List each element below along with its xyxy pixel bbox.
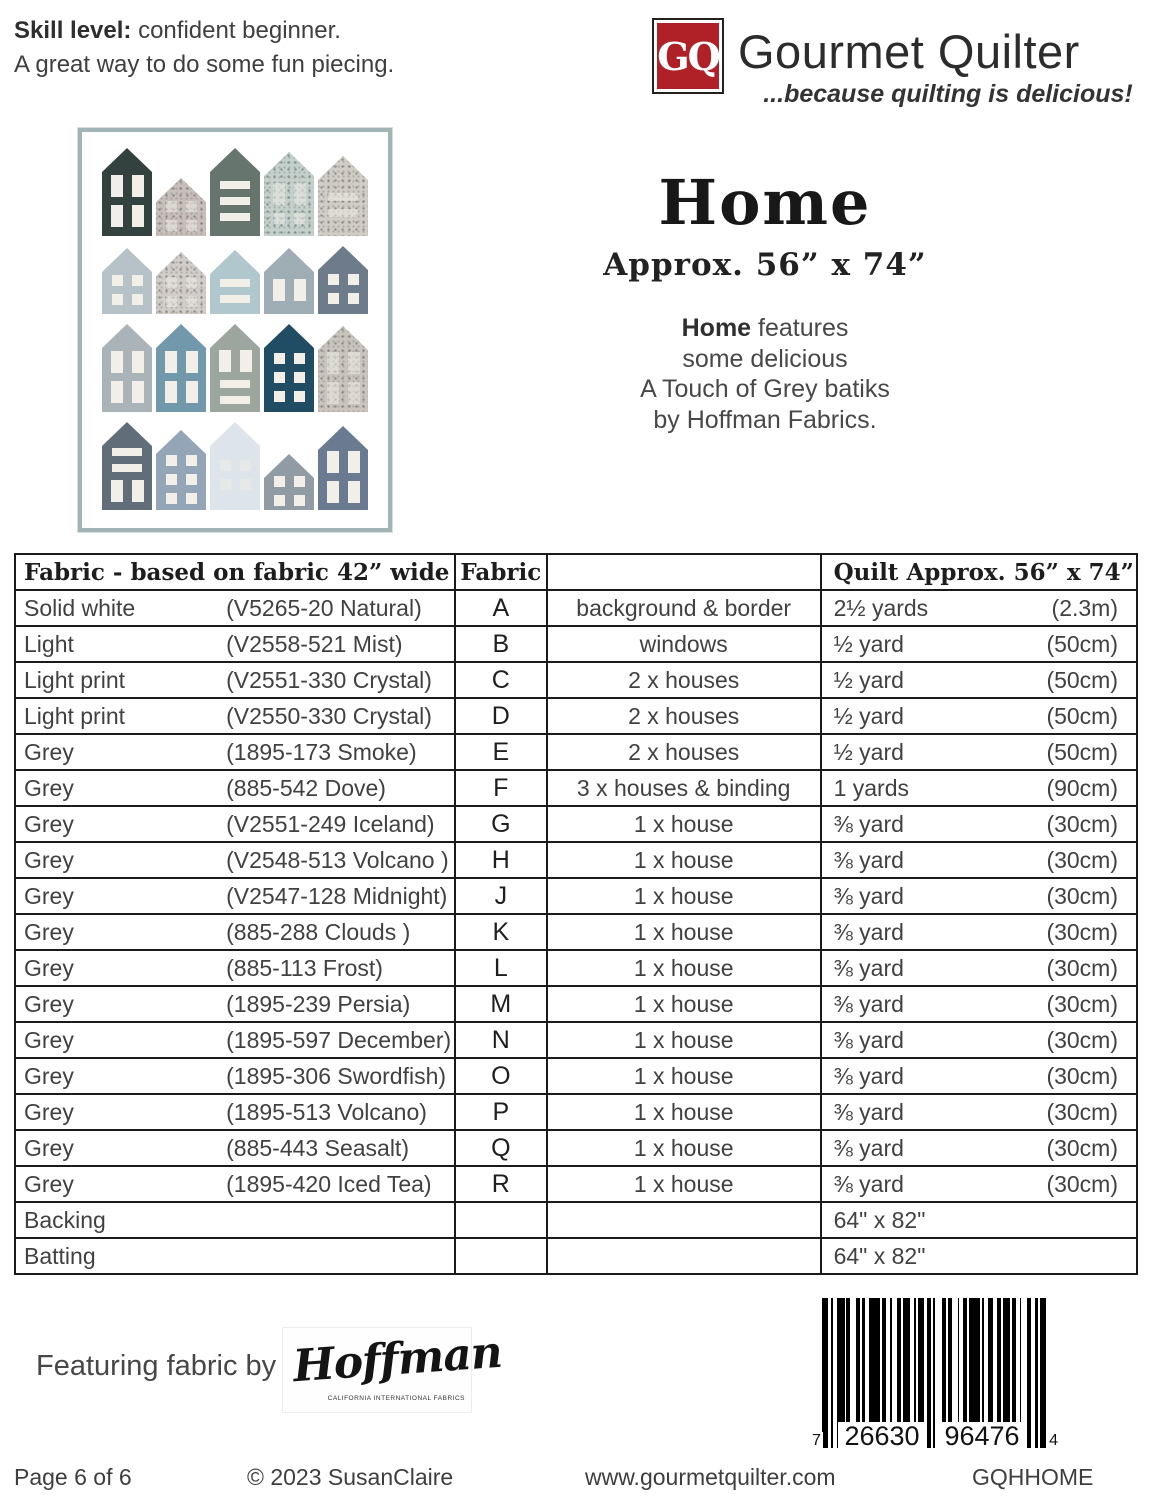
table-cell: 2 x houses xyxy=(547,698,821,734)
table-cell: ⅜ yard (30cm) xyxy=(821,986,1137,1022)
table-cell: Grey (1895-173 Smoke) xyxy=(15,734,455,770)
table-cell: ½ yard (50cm) xyxy=(821,734,1137,770)
header-quilt-size: Quilt Approx. 56” x 74” xyxy=(821,554,1137,590)
table-cell: Grey (885-288 Clouds ) xyxy=(15,914,455,950)
table-cell: J xyxy=(455,878,547,914)
footer-pattern-code: GQHHOME xyxy=(972,1464,1094,1490)
description-rest: features xyxy=(751,314,849,342)
table-cell: Light (V2558-521 Mist) xyxy=(15,626,455,662)
quilt-house xyxy=(210,324,260,412)
gq-logo-icon xyxy=(652,18,724,94)
table-cell: Grey (V2547-128 Midnight) xyxy=(15,878,455,914)
table-cell: 2½ yards (2.3m) xyxy=(821,590,1137,626)
featuring-fabric-label: Featuring fabric by xyxy=(36,1350,277,1382)
table-row xyxy=(15,662,1137,698)
table-cell: ⅜ yard (30cm) xyxy=(821,1130,1137,1166)
hoffman-logo-subtext: CALIFORNIA INTERNATIONAL FABRICS xyxy=(327,1395,465,1402)
barcode-digits-group1: 26630 xyxy=(838,1422,926,1452)
quilt-house xyxy=(318,326,368,412)
barcode-digit-right: 4 xyxy=(1049,1432,1058,1449)
title-column xyxy=(545,166,985,435)
table-row xyxy=(15,1022,1137,1058)
table-row xyxy=(15,734,1137,770)
fabric-requirements-table xyxy=(14,553,1138,1275)
gq-logo-letters: GQ xyxy=(657,23,719,89)
description-bold: Home xyxy=(681,314,752,342)
table-cell: 1 x house xyxy=(547,1166,821,1202)
quilt-house xyxy=(102,422,152,510)
quilt-house xyxy=(102,148,152,236)
table-row xyxy=(15,1238,1137,1274)
footer-copyright: © 2023 SusanClaire xyxy=(247,1464,454,1490)
skill-level-label: Skill level: xyxy=(14,17,132,44)
table-cell: Light print (V2551-330 Crystal) xyxy=(15,662,455,698)
quilt-house xyxy=(264,454,314,510)
table-cell: 1 x house xyxy=(547,878,821,914)
table-cell: E xyxy=(455,734,547,770)
table-cell: O xyxy=(455,1058,547,1094)
quilt-house xyxy=(156,252,206,314)
table-cell: Batting xyxy=(15,1238,455,1274)
quilt-house xyxy=(102,324,152,412)
description-line: A Touch of Grey batiks xyxy=(640,375,890,403)
table-cell: 64" x 82" xyxy=(821,1238,1137,1274)
quilt-house xyxy=(318,156,368,236)
table-cell: ⅜ yard (30cm) xyxy=(821,1058,1137,1094)
table-cell: L xyxy=(455,950,547,986)
table-cell: 1 x house xyxy=(547,950,821,986)
header-usage xyxy=(547,554,821,590)
quilt-row xyxy=(102,148,368,236)
table-cell: ½ yard (50cm) xyxy=(821,662,1137,698)
table-cell: Grey (1895-420 Iced Tea) xyxy=(15,1166,455,1202)
table-cell: ⅜ yard (30cm) xyxy=(821,806,1137,842)
table-cell: 1 x house xyxy=(547,986,821,1022)
table-cell: Grey (1895-239 Persia) xyxy=(15,986,455,1022)
table-cell: Light print (V2550-330 Crystal) xyxy=(15,698,455,734)
table-cell: R xyxy=(455,1166,547,1202)
table-row xyxy=(15,950,1137,986)
table-cell: ⅜ yard (30cm) xyxy=(821,842,1137,878)
hoffman-logo-text: Hoffman xyxy=(291,1326,504,1393)
table-cell: Grey (1895-306 Swordfish) xyxy=(15,1058,455,1094)
table-row xyxy=(15,1058,1137,1094)
table-cell: G xyxy=(455,806,547,842)
barcode-bars xyxy=(812,1298,1058,1451)
table-cell: N xyxy=(455,1022,547,1058)
quilt-house xyxy=(210,250,260,314)
quilt-row xyxy=(102,246,368,314)
table-cell: 2 x houses xyxy=(547,662,821,698)
table-cell: P xyxy=(455,1094,547,1130)
table-cell: Grey (V2548-513 Volcano ) xyxy=(15,842,455,878)
table-cell: ⅜ yard (30cm) xyxy=(821,950,1137,986)
table-cell: Backing xyxy=(15,1202,455,1238)
table-cell: Solid white (V5265-20 Natural) xyxy=(15,590,455,626)
table-cell: 1 x house xyxy=(547,1022,821,1058)
table-cell: 2 x houses xyxy=(547,734,821,770)
table-cell: ⅜ yard (30cm) xyxy=(821,1166,1137,1202)
table-cell: C xyxy=(455,662,547,698)
table-cell: 1 x house xyxy=(547,914,821,950)
hoffman-logo xyxy=(283,1326,504,1412)
quilt-house xyxy=(264,248,314,314)
quilt-house xyxy=(264,324,314,412)
table-cell: 1 x house xyxy=(547,842,821,878)
quilt-house xyxy=(318,426,368,510)
table-cell: K xyxy=(455,914,547,950)
quilt-house xyxy=(156,178,206,236)
table-row xyxy=(15,1166,1137,1202)
description-line: by Hoffman Fabrics. xyxy=(653,405,877,434)
table-row xyxy=(15,1094,1137,1130)
footer-website: www.gourmetquilter.com xyxy=(585,1464,836,1490)
upc-barcode xyxy=(810,1292,1058,1454)
skill-level-line2: A great way to do some fun piecing. xyxy=(14,50,395,78)
table-row xyxy=(15,590,1137,626)
table-cell: background & border xyxy=(547,590,821,626)
quilt-house xyxy=(102,248,152,314)
table-cell: 64" x 82" xyxy=(821,1202,1137,1238)
table-row xyxy=(15,842,1137,878)
fabric-table-body xyxy=(15,590,1137,1274)
description-line: some delicious xyxy=(682,344,848,373)
table-cell: 1 x house xyxy=(547,806,821,842)
table-cell: M xyxy=(455,986,547,1022)
table-cell: ½ yard (50cm) xyxy=(821,698,1137,734)
table-cell: Grey (V2551-249 Iceland) xyxy=(15,806,455,842)
table-cell xyxy=(455,1202,547,1238)
table-cell xyxy=(547,1202,821,1238)
table-cell: 1 x house xyxy=(547,1130,821,1166)
table-row xyxy=(15,1130,1137,1166)
pattern-size: Approx. 56” x 74” xyxy=(603,247,927,283)
table-cell: 3 x houses & binding xyxy=(547,770,821,806)
quilt-row xyxy=(102,324,368,412)
table-cell: Grey (885-542 Dove) xyxy=(15,770,455,806)
table-row xyxy=(15,1202,1137,1238)
quilt-preview-image xyxy=(78,128,392,532)
table-cell: F xyxy=(455,770,547,806)
table-row xyxy=(15,914,1137,950)
table-cell: ½ yard (50cm) xyxy=(821,626,1137,662)
header-fabric-letter: Fabric xyxy=(455,554,547,590)
brand-tagline: ...because quilting is delicious! xyxy=(763,80,1133,108)
table-cell: D xyxy=(455,698,547,734)
table-cell: A xyxy=(455,590,547,626)
table-cell: 1 x house xyxy=(547,1094,821,1130)
quilt-house xyxy=(210,422,260,510)
barcode-digits-group2: 96476 xyxy=(938,1422,1026,1452)
table-cell: Grey (1895-597 December) xyxy=(15,1022,455,1058)
skill-level-text xyxy=(14,14,394,81)
barcode-digit-left: 7 xyxy=(812,1432,821,1449)
table-cell: B xyxy=(455,626,547,662)
quilt-house xyxy=(156,430,206,510)
table-cell: windows xyxy=(547,626,821,662)
table-cell: Q xyxy=(455,1130,547,1166)
table-row xyxy=(15,878,1137,914)
table-cell xyxy=(547,1238,821,1274)
skill-level-value: confident beginner. xyxy=(131,17,341,44)
footer-page-number: Page 6 of 6 xyxy=(14,1464,132,1490)
quilt-house xyxy=(210,148,260,236)
header-fabric-desc: Fabric - based on fabric 42” wide xyxy=(15,554,455,590)
table-row xyxy=(15,698,1137,734)
table-header-row xyxy=(15,554,1137,590)
table-row xyxy=(15,626,1137,662)
table-cell: H xyxy=(455,842,547,878)
table-row xyxy=(15,986,1137,1022)
table-cell: Grey (1895-513 Volcano) xyxy=(15,1094,455,1130)
table-cell: ⅜ yard (30cm) xyxy=(821,914,1137,950)
pattern-description xyxy=(545,313,985,435)
table-cell: Grey (885-443 Seasalt) xyxy=(15,1130,455,1166)
table-cell: ⅜ yard (30cm) xyxy=(821,878,1137,914)
table-cell: 1 yards (90cm) xyxy=(821,770,1137,806)
pattern-title: Home xyxy=(658,166,872,239)
quilt-house xyxy=(264,152,314,236)
quilt-row xyxy=(102,422,368,510)
barcode-gap xyxy=(1046,1298,1048,1448)
table-row xyxy=(15,770,1137,806)
table-row xyxy=(15,806,1137,842)
quilt-house xyxy=(318,246,368,314)
table-cell: 1 x house xyxy=(547,1058,821,1094)
brand-name: Gourmet Quilter xyxy=(738,25,1080,78)
table-cell: Grey (885-113 Frost) xyxy=(15,950,455,986)
table-cell: ⅜ yard (30cm) xyxy=(821,1022,1137,1058)
table-cell: ⅜ yard (30cm) xyxy=(821,1094,1137,1130)
table-cell xyxy=(455,1238,547,1274)
quilt-house xyxy=(156,324,206,412)
